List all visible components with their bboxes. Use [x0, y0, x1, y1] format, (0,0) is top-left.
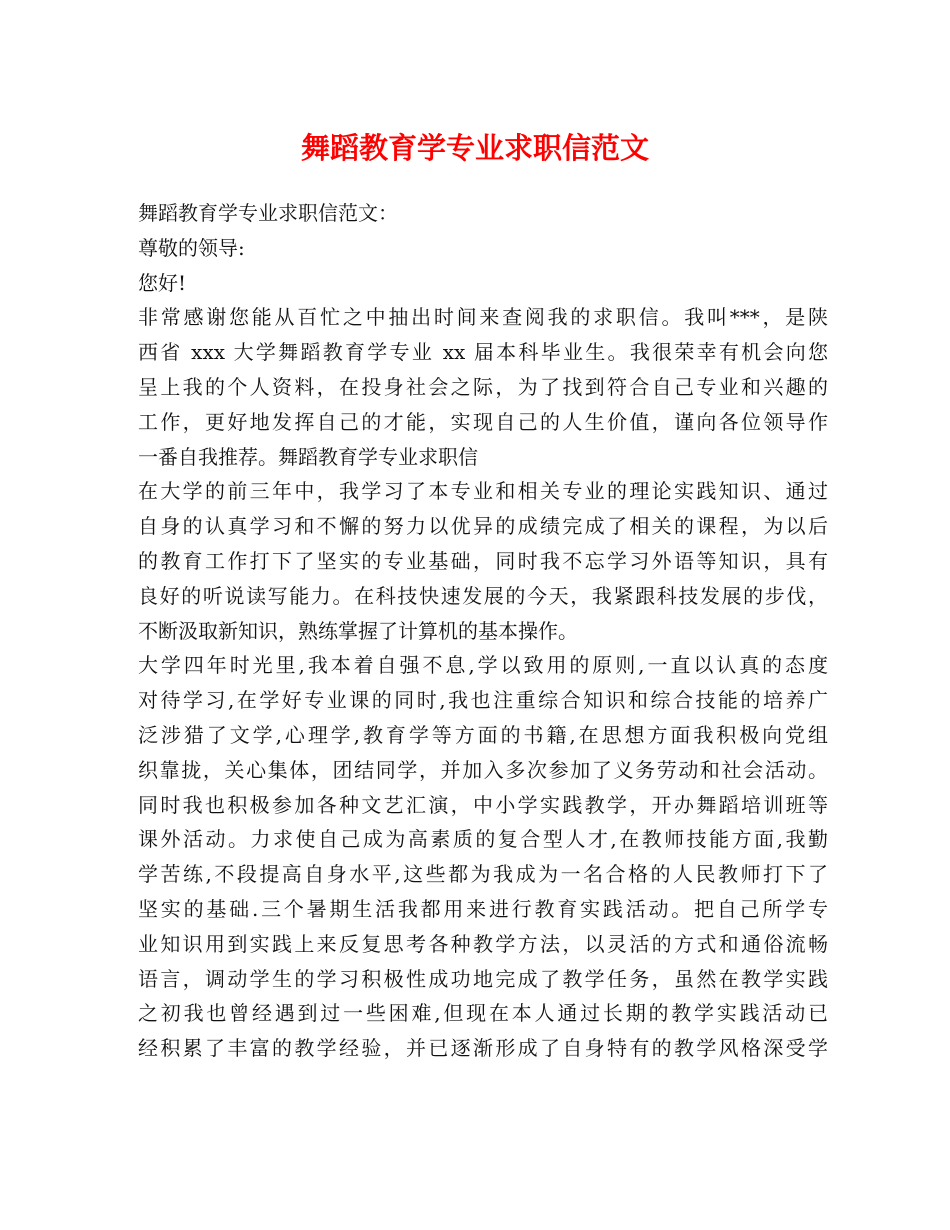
body-line: 学苦练,不段提高自身水平,这些都为我成为一名合格的人民教师打下了	[138, 862, 828, 887]
document-title: 舞蹈教育学专业求职信范文	[300, 131, 649, 165]
body-line: 泛涉猎了文学,心理学,教育学等方面的书籍,在思想方面我积极向党组	[138, 722, 828, 747]
body-line: 业知识用到实践上来反复思考各种教学方法，以灵活的方式和通俗流畅	[138, 931, 828, 956]
body-line: 坚实的基础.三个暑期生活我都用来进行教育实践活动。把自己所学专	[138, 896, 828, 921]
body-line: 不断汲取新知识，熟练掌握了计算机的基本操作。	[138, 618, 578, 643]
body-line: 经积累了丰富的教学经验，并已逐渐形成了自身特有的教学风格深受学	[138, 1036, 828, 1061]
body-line: 工作，更好地发挥自己的才能，实现自己的人生价值，谨向各位领导作	[138, 409, 828, 434]
body-line: 大学四年时光里,我本着自强不息,学以致用的原则,一直以认真的态度	[138, 653, 828, 678]
body-line: 之初我也曾经遇到过一些困难,但现在本人通过长期的教学实践活动已	[138, 1001, 828, 1026]
body-line: 自身的认真学习和不懈的努力以优异的成绩完成了相关的课程，为以后	[138, 514, 828, 539]
document-body	[138, 196, 828, 1066]
body-line: 良好的听说读写能力。在科技快速发展的今天，我紧跟科技发展的步伐，	[138, 583, 828, 608]
body-line: 课外活动。力求使自己成为高素质的复合型人才,在教师技能方面,我勤	[138, 827, 828, 852]
body-line: 呈上我的个人资料，在投身社会之际，为了找到符合自己专业和兴趣的	[138, 374, 828, 399]
body-line: 对待学习,在学好专业课的同时,我也注重综合知识和综合技能的培养广	[138, 688, 828, 713]
body-line: 一番自我推荐。舞蹈教育学专业求职信	[138, 444, 478, 469]
body-line: 的教育工作打下了坚实的专业基础，同时我不忘学习外语等知识，具有	[138, 548, 828, 573]
body-line: 舞蹈教育学专业求职信范文：	[138, 201, 398, 225]
body-line: 在大学的前三年中，我学习了本专业和相关专业的理论实践知识、通过	[138, 479, 828, 504]
body-line: 织靠拢，关心集体，团结同学，并加入多次参加了义务劳动和社会活动。	[138, 757, 828, 782]
body-line: 语言，调动学生的学习积极性成功地完成了教学任务，虽然在教学实践	[138, 966, 828, 991]
body-line: 西省 xxx 大学舞蹈教育学专业 xx 届本科毕业生。我很荣幸有机会向您	[138, 340, 828, 365]
body-line: 尊敬的领导:	[138, 235, 245, 260]
body-line: 您好!	[138, 270, 187, 295]
body-line: 非常感谢您能从百忙之中抽出时间来查阅我的求职信。我叫***，是陕	[138, 305, 828, 330]
body-line: 同时我也积极参加各种文艺汇演，中小学实践教学，开办舞蹈培训班等	[138, 792, 828, 817]
